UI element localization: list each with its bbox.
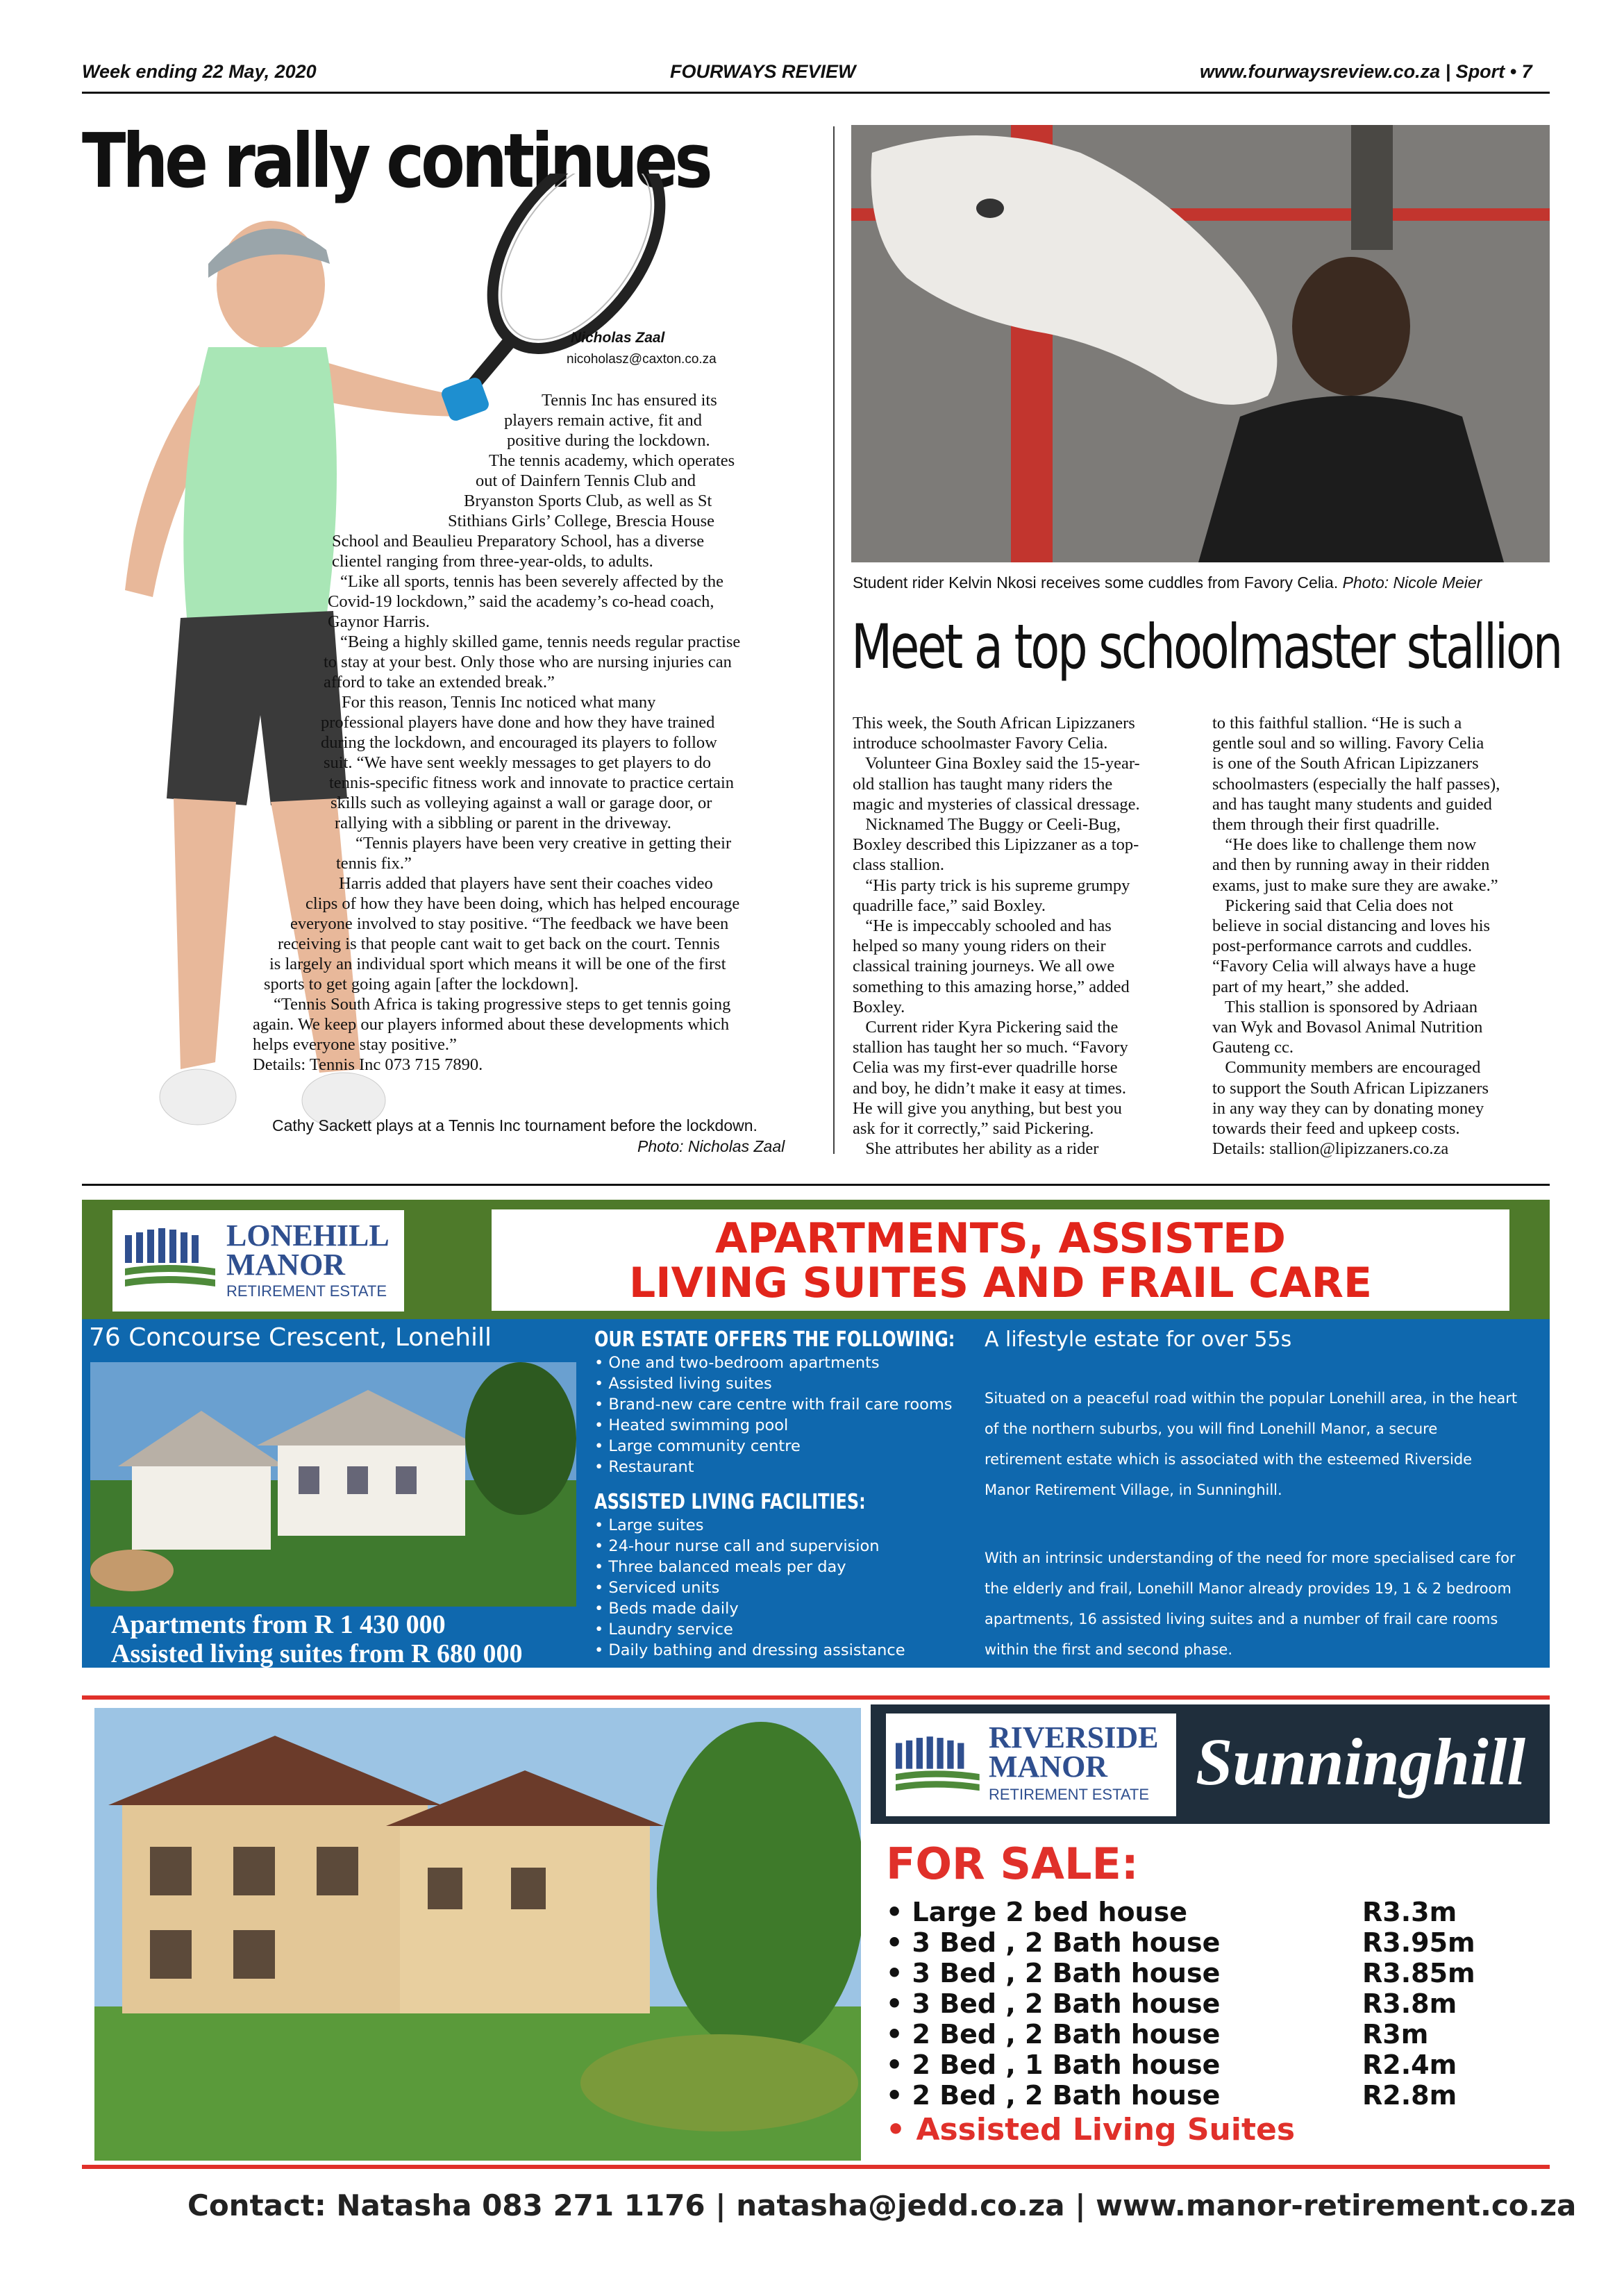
horse-line: This week, the South African Lipizzaners bbox=[853, 714, 1135, 732]
horse-line: introduce schoolmaster Favory Celia. bbox=[853, 734, 1108, 753]
tennis-headline: The rally continues bbox=[82, 118, 710, 205]
header-rule bbox=[82, 92, 1550, 94]
tennis-line: helps everyone stay positive.” bbox=[253, 1035, 457, 1054]
horse-line: Boxley described this Lipizzaner as a top- bbox=[853, 835, 1139, 855]
horse-line: magic and mysteries of classical dressage. bbox=[853, 794, 1140, 814]
tennis-line: receiving is that people cant wait to get back on the court. Tennis bbox=[278, 935, 720, 953]
assisted-living-item: • Assisted Living Suites bbox=[886, 2112, 1296, 2147]
horse-line: part of my heart,” she added. bbox=[1212, 977, 1409, 996]
horse-line: “He is impeccably schooled and has bbox=[853, 916, 1112, 936]
horse-column-2 bbox=[1212, 713, 1500, 1159]
stripes-logo-icon bbox=[896, 1734, 986, 1797]
horse-caption-text: Student rider Kelvin Nkosi receives some cuddles from Favory Celia. bbox=[853, 573, 1339, 592]
tennis-line: Tennis Inc has ensured its bbox=[542, 391, 717, 410]
horse-line: Pickering said that Celia does not bbox=[1212, 896, 1454, 915]
tennis-line: School and Beaulieu Preparatory School, has a diverse bbox=[332, 532, 705, 551]
tennis-line: again. We keep our players informed about these developments which bbox=[253, 1015, 730, 1034]
site-section: www.fourwaysreview.co.za | Sport • 7 bbox=[1200, 61, 1532, 82]
horse-line: Celia was my first-ever quadrille horse bbox=[853, 1058, 1118, 1078]
horse-line: He will give you anything, but best you bbox=[853, 1098, 1122, 1118]
riverside-bottom-rule bbox=[82, 2165, 1550, 2169]
tennis-line: tennis-specific fitness work and innovate to practice certain bbox=[329, 773, 735, 792]
lonehill-headline-line2: LIVING SUITES AND FRAIL CARE bbox=[628, 1259, 1372, 1307]
lonehill-estate-photo bbox=[90, 1362, 576, 1607]
horse-line: van Wyk and Bovasol Animal Nutrition bbox=[1212, 1018, 1483, 1037]
listing-desc: • 2 Bed , 1 Bath house bbox=[886, 2050, 1221, 2080]
horse-line: “His party trick is his supreme grumpy bbox=[853, 875, 1130, 895]
tennis-line: clientel ranging from three-year-olds, to adults. bbox=[332, 552, 653, 571]
lonehill-logo-name2: MANOR bbox=[226, 1248, 346, 1282]
lonehill-address: 76 Concourse Crescent, Lonehill bbox=[89, 1323, 492, 1352]
listing-desc: • 2 Bed , 2 Bath house bbox=[886, 2080, 1221, 2111]
riverside-logo-sub: RETIREMENT ESTATE bbox=[989, 1786, 1150, 1803]
tennis-line: suit. “We have sent weekly messages to get players to do bbox=[324, 753, 711, 772]
tennis-line: everyone involved to stay positive. “The feedback we have been bbox=[290, 914, 729, 933]
lonehill-offers-list bbox=[594, 1352, 953, 1477]
horse-photo-credit: Photo: Nicole Meier bbox=[1342, 573, 1482, 592]
horse-line: class stallion. bbox=[853, 855, 945, 875]
tennis-line: Gaynor Harris. bbox=[328, 612, 430, 631]
list-item: • Beds made daily bbox=[594, 1600, 739, 1618]
list-item: • Large suites bbox=[594, 1516, 704, 1534]
tennis-line: to stay at your best. Only those who are nursing injuries can bbox=[324, 653, 732, 671]
tennis-line: “Tennis players have been very creative in getting their bbox=[355, 834, 732, 853]
tennis-line: out of Dainfern Tennis Club and bbox=[476, 471, 696, 490]
tennis-line: tennis fix.” bbox=[336, 854, 412, 873]
tennis-byline: Nicholas Zaal bbox=[571, 330, 665, 346]
horse-line: them through their first quadrille. bbox=[1212, 815, 1440, 835]
horse-line: Details: stallion@lipizzaners.co.za bbox=[1212, 1139, 1449, 1159]
horse-line: helped so many young riders on their bbox=[853, 937, 1106, 956]
stripes-logo-icon bbox=[125, 1228, 222, 1291]
paragraph-line: With an intrinsic understanding of the need for more specialised care for bbox=[985, 1550, 1516, 1566]
horse-line: classical training journeys. We all owe bbox=[853, 957, 1115, 976]
lonehill-assisted-list bbox=[594, 1515, 905, 1661]
tennis-line: Stithians Girls’ College, Brescia House bbox=[448, 512, 714, 530]
horse-line: and has taught many students and guided bbox=[1212, 794, 1492, 814]
listing-desc: • 3 Bed , 2 Bath house bbox=[886, 1927, 1221, 1958]
paragraph-line: within the first and second phase. bbox=[985, 1641, 1233, 1658]
horse-column-1 bbox=[853, 713, 1140, 1159]
list-item: • Assisted living suites bbox=[594, 1375, 772, 1393]
lonehill-paragraph-2 bbox=[985, 1543, 1516, 1665]
horse-line: Volunteer Gina Boxley said the 15-year- bbox=[853, 754, 1140, 773]
tennis-line: “Being a highly skilled game, tennis needs regular practise bbox=[340, 632, 741, 651]
for-sale-heading: FOR SALE: bbox=[886, 1838, 1139, 1889]
tennis-line: Bryanston Sports Club, as well as St bbox=[464, 492, 712, 510]
horse-photo bbox=[851, 125, 1550, 562]
horse-line: quadrille face,” said Boxley. bbox=[853, 896, 1046, 915]
horse-line: schoolmasters (especially the half passes), bbox=[1212, 774, 1500, 794]
tennis-line: positive during the lockdown. bbox=[507, 431, 710, 450]
lonehill-headline bbox=[492, 1216, 1509, 1305]
lonehill-assisted-title: ASSISTED LIVING FACILITIES: bbox=[594, 1490, 866, 1514]
tennis-line: rallying with a sibbling or parent in the driveway. bbox=[335, 814, 671, 832]
horse-line: Gauteng cc. bbox=[1212, 1038, 1294, 1057]
riverside-estate-photo bbox=[94, 1708, 861, 2161]
tennis-photo-credit: Photo: Nicholas Zaal bbox=[637, 1137, 785, 1155]
horse-line: exams, just to make sure they are awake.” bbox=[1212, 875, 1498, 895]
horse-line: Boxley. bbox=[853, 997, 905, 1016]
paragraph-line: of the northern suburbs, you will find Lonehill Manor, a secure bbox=[985, 1421, 1438, 1437]
lonehill-price-assisted: Assisted living suites from R 680 000 bbox=[111, 1639, 523, 1668]
tennis-photo-caption: Cathy Sackett plays at a Tennis Inc tournament before the lockdown. bbox=[272, 1116, 757, 1134]
list-item: • One and two-bedroom apartments bbox=[594, 1354, 880, 1372]
horse-line: This stallion is sponsored by Adriaan bbox=[1212, 997, 1477, 1016]
listing-desc: • 2 Bed , 2 Bath house bbox=[886, 2019, 1221, 2050]
listing-desc: • 3 Bed , 2 Bath house bbox=[886, 1988, 1221, 2019]
issue-date: Week ending 22 May, 2020 bbox=[82, 61, 317, 82]
riverside-logo-name2: MANOR bbox=[989, 1750, 1108, 1784]
paper-name: FOURWAYS REVIEW bbox=[670, 61, 856, 82]
list-item: • 24-hour nurse call and supervision bbox=[594, 1537, 880, 1555]
paragraph-line: apartments, 16 assisted living suites and a number of frail care rooms bbox=[985, 1611, 1498, 1627]
horse-line: to support the South African Lipizzaners bbox=[1212, 1078, 1489, 1098]
horse-line: stallion has taught her so much. “Favory bbox=[853, 1038, 1128, 1057]
listing-price: R2.8m bbox=[1362, 2080, 1457, 2111]
lonehill-logo bbox=[112, 1210, 404, 1312]
horse-line: “Favory Celia will always have a huge bbox=[1212, 957, 1476, 976]
column-divider bbox=[833, 126, 835, 1154]
horse-line: towards their feed and upkeep costs. bbox=[1212, 1119, 1460, 1139]
horse-line: to this faithful stallion. “He is such a bbox=[1212, 714, 1462, 732]
listing-price: R3.95m bbox=[1362, 1927, 1475, 1958]
horse-line: something to this amazing horse,” added bbox=[853, 977, 1130, 996]
horse-photo-caption bbox=[853, 573, 1482, 592]
horse-line: in any way they can by donating money bbox=[1212, 1098, 1484, 1118]
horse-line: Community members are encouraged bbox=[1212, 1058, 1481, 1078]
tennis-line: players remain active, fit and bbox=[504, 411, 703, 430]
lonehill-tagline: A lifestyle estate for over 55s bbox=[985, 1327, 1292, 1352]
tennis-line: “Tennis South Africa is taking progressive steps to get tennis going bbox=[274, 995, 731, 1014]
tennis-line: sports to get going again [after the lockdown]. bbox=[264, 975, 579, 994]
list-item: • Brand-new care centre with frail care rooms bbox=[594, 1396, 953, 1414]
tennis-author-email: nicoholasz@caxton.co.za bbox=[567, 352, 717, 367]
listing-price: R3m bbox=[1362, 2019, 1429, 2050]
tennis-line: For this reason, Tennis Inc noticed what many bbox=[342, 693, 656, 712]
list-item: • Daily bathing and dressing assistance bbox=[594, 1641, 905, 1659]
listing-price: R3.3m bbox=[1362, 1897, 1457, 1927]
riverside-top-rule bbox=[82, 1695, 1550, 1700]
horse-line: and boy, he didn’t make it easy at times. bbox=[853, 1078, 1126, 1098]
tennis-line: Covid-19 lockdown,” said the academy’s co-head coach, bbox=[328, 592, 714, 611]
horse-line: and then by running away in their ridden bbox=[1212, 855, 1490, 875]
tennis-line: clips of how they have been doing, which has helped encourage bbox=[305, 894, 740, 913]
contact-line: Contact: Natasha 083 271 1176 | natasha@jedd.co.za | www.manor-retirement.co.za bbox=[187, 2188, 1577, 2222]
horse-line: She attributes her ability as a rider bbox=[853, 1139, 1099, 1159]
list-item: • Three balanced meals per day bbox=[594, 1558, 846, 1576]
tennis-line: afford to take an extended break.” bbox=[324, 673, 555, 692]
tennis-line: during the lockdown, and encouraged its players to follow bbox=[321, 733, 717, 752]
list-item: • Heated swimming pool bbox=[594, 1416, 789, 1434]
horse-line: ask for it correctly,” said Pickering. bbox=[853, 1119, 1094, 1139]
list-item: • Large community centre bbox=[594, 1437, 801, 1455]
list-item: • Laundry service bbox=[594, 1620, 733, 1639]
paragraph-line: Situated on a peaceful road within the popular Lonehill area, in the heart bbox=[985, 1390, 1518, 1407]
tennis-line: The tennis academy, which operates bbox=[489, 451, 735, 470]
horse-line: believe in social distancing and loves his bbox=[1212, 916, 1491, 936]
horse-line: Current rider Kyra Pickering said the bbox=[853, 1018, 1119, 1037]
paragraph-line: the elderly and frail, Lonehill Manor already provides 19, 1 & 2 bedroom bbox=[985, 1580, 1512, 1597]
horse-line: old stallion has taught many riders the bbox=[853, 774, 1113, 794]
listing-desc: • 3 Bed , 2 Bath house bbox=[886, 1958, 1221, 1988]
riverside-logo bbox=[886, 1713, 1176, 1816]
tennis-line: Details: Tennis Inc 073 715 7890. bbox=[253, 1055, 483, 1074]
list-item: • Restaurant bbox=[594, 1458, 694, 1476]
paragraph-line: retirement estate which is associated with the esteemed Riverside bbox=[985, 1451, 1473, 1468]
riverside-town: Sunninghill bbox=[1196, 1725, 1526, 1799]
paragraph-line: Manor Retirement Village, in Sunninghill. bbox=[985, 1482, 1282, 1498]
lonehill-logo-name1: LONEHILL bbox=[226, 1218, 390, 1252]
lonehill-offers-title: OUR ESTATE OFFERS THE FOLLOWING: bbox=[594, 1327, 955, 1352]
listing-price: R3.85m bbox=[1362, 1958, 1475, 1988]
tennis-line: professional players have done and how they have trained bbox=[321, 713, 715, 732]
lonehill-headline-line1: APARTMENTS, ASSISTED bbox=[715, 1214, 1286, 1263]
horse-line: gentle soul and so willing. Favory Celia bbox=[1212, 734, 1484, 753]
horse-line: is one of the South African Lipizzaners bbox=[1212, 754, 1479, 773]
lonehill-price-apartments: Apartments from R 1 430 000 bbox=[111, 1610, 446, 1639]
horse-line: “He does like to challenge them now bbox=[1212, 835, 1477, 855]
listing-price: R2.4m bbox=[1362, 2050, 1457, 2080]
listing-desc: • Large 2 bed house bbox=[886, 1897, 1187, 1927]
tennis-line: Harris added that players have sent their coaches video bbox=[339, 874, 713, 893]
tennis-line: is largely an individual sport which means it will be one of the first bbox=[269, 955, 726, 973]
listing-price: R3.8m bbox=[1362, 1988, 1457, 2019]
lonehill-logo-sub: RETIREMENT ESTATE bbox=[226, 1282, 387, 1300]
horse-line: Nicknamed The Buggy or Ceeli-Bug, bbox=[853, 815, 1121, 835]
tennis-line: skills such as volleying against a wall or garage door, or bbox=[330, 794, 712, 812]
horse-headline: Meet a top schoolmaster stallion bbox=[851, 611, 1562, 682]
horse-line: post-performance carrots and cuddles. bbox=[1212, 937, 1473, 956]
lonehill-paragraph-1 bbox=[985, 1383, 1517, 1505]
tennis-line: “Like all sports, tennis has been severely affected by the bbox=[340, 572, 723, 591]
section-rule bbox=[82, 1184, 1550, 1186]
riverside-logo-name1: RIVERSIDE bbox=[989, 1720, 1159, 1754]
list-item: • Serviced units bbox=[594, 1579, 720, 1597]
